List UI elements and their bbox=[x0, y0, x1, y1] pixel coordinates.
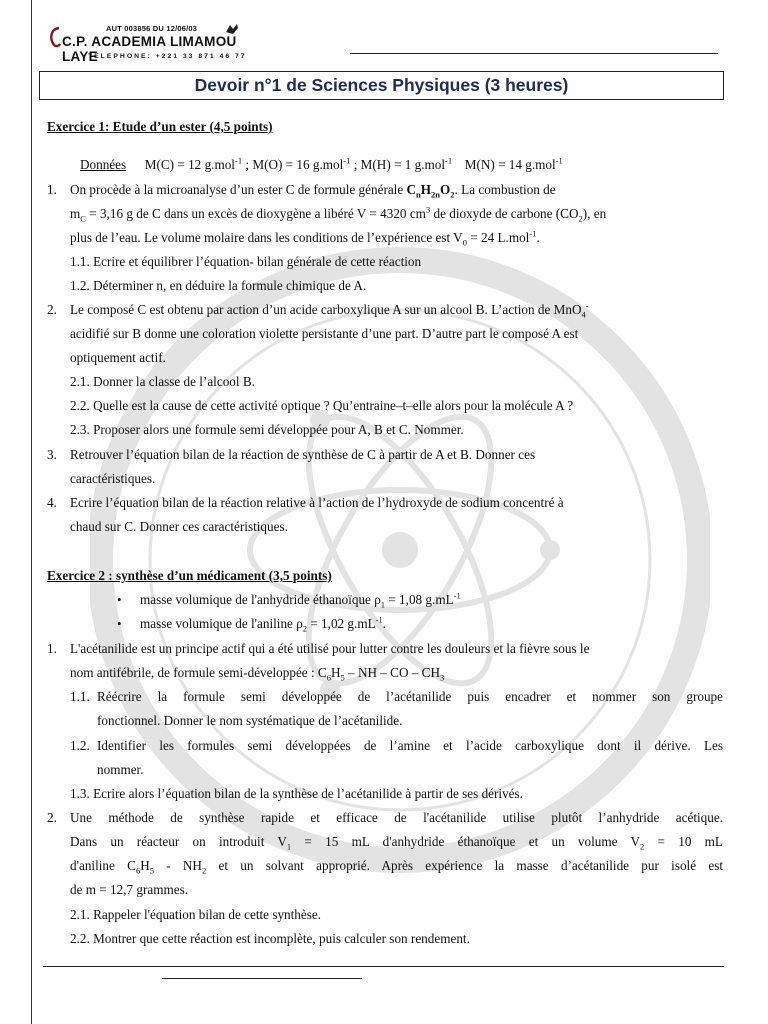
molar-mass-o: M(O) = 16 g.mol bbox=[252, 157, 344, 172]
ex1-q4-line1: Ecrire l’équation bilan de la réaction relative à l’action de l’hydroxyde de sodium concentré à bbox=[70, 495, 564, 510]
logo-phone: TELEPHONE: +221 33 871 46 77 bbox=[88, 53, 247, 60]
ex2-q2-sub1: 2.1. Rappeler l'équation bilan de cette synthèse. bbox=[70, 907, 322, 922]
ex2-q1-sub1-line2: fonctionnel. Donner le nom systématique de l’acétanilide. bbox=[97, 713, 403, 728]
question-number: 1. bbox=[47, 182, 57, 197]
question-number: 3. bbox=[47, 447, 57, 462]
ex2-q2-sub2: 2.2. Montrer que cette réaction est incomplète, puis calculer son rendement. bbox=[70, 931, 470, 946]
ex1-q1-sub2: 1.2. Déterminer n, en déduire la formule chimique de A. bbox=[70, 278, 367, 293]
school-seal-watermark bbox=[90, 120, 710, 980]
ex2-q1-line2: nom antifébrile, de formule semi-développée : $C_6H_5$ – NH – CO – $CH_3$ bbox=[70, 665, 445, 683]
molar-mass-c: M(C) = 12 g.mol bbox=[144, 157, 235, 172]
page-title: Devoir n°1 de Sciences Physiques (3 heures) bbox=[194, 75, 569, 95]
ex2-q2-line3: d'aniline $C_6H_5 - NH_2$ et un solvant approprié. Après expérience la masse d’acétanilide pur isolé est bbox=[70, 858, 723, 876]
subquestion-number: 1.2. bbox=[70, 738, 90, 753]
ex2-q2-line4: de m = 12,7 grammes. bbox=[70, 882, 189, 897]
logo-school-name: C.P. ACADEMIA LIMAMOU LAYE bbox=[62, 34, 237, 64]
ex1-q3-line1: Retrouver l’équation bilan de la réaction de synthèse de C à partir de A et B. Donner ces bbox=[70, 447, 536, 462]
ex1-q2-sub3: 2.3. Proposer alors une formule semi développée pour A, B et C. Nommer. bbox=[70, 422, 464, 437]
bullet-icon: • bbox=[117, 616, 122, 631]
ex1-q1-line3: plus de l’eau. Le volume molaire dans les conditions de l’expérience est $V_0 = 24$ L.mol$^{-1}$. bbox=[70, 228, 540, 248]
ex2-q1-sub1-line1: Réécrire la formule semi développée de l’acétanilide puis encadrer et nommer son groupe bbox=[97, 689, 723, 704]
ex1-q1-line1: On procède à la microanalyse d’un ester C de formule générale $C_nH_{2n}O_2$. La combustion de bbox=[70, 182, 556, 200]
ex2-q2-line2: Dans un réacteur on introduit $V_1 = 15$ mL d'anhydride éthanoïque et un volume $V_2 = 10$ mL bbox=[70, 834, 723, 852]
ex1-q2-sub1: 2.1. Donner la classe de l’alcool B. bbox=[70, 374, 255, 389]
title-box bbox=[39, 71, 724, 100]
ex1-q2-line2: acidifié sur B donne une coloration violette persistante d’une part. D’autre part le composé A est bbox=[70, 326, 579, 341]
molar-mass-n: M(N) = 14 g.mol bbox=[464, 157, 556, 172]
ex1-q2-line3: optiquement actif. bbox=[70, 350, 166, 365]
logo-authorization: AUT 003856 DU 12/06/03 bbox=[106, 24, 198, 33]
ex1-q4-line2: chaud sur C. Donner ces caractéristiques. bbox=[70, 519, 288, 534]
ex1-q2-sub2: 2.2. Quelle est la cause de cette activité optique ? Qu’entraine–t–elle alors pour la molécule A ? bbox=[70, 398, 574, 413]
question-number: 2. bbox=[47, 810, 57, 825]
footer-rule bbox=[43, 966, 724, 967]
header-signature-line bbox=[350, 53, 718, 54]
question-number: 2. bbox=[47, 302, 57, 317]
molar-mass-h: M(H) = 1 g.mol bbox=[360, 157, 446, 172]
ex2-q1-sub3: 1.3. Ecrire alors l’équation bilan de la synthèse de l’acétanilide à partir de ses dérivés. bbox=[70, 786, 523, 801]
ex2-q1-line1: L'acétanilide est un principe actif qui a été utilisé pour lutter contre les douleurs et la fièvre sous le bbox=[70, 641, 590, 656]
given-data-line: Données M(C) = 12 g.mol$^{-1}$ ; M(O) = 16 g.mol$^{-1}$ ; M(H) = 1 g.mol$^{-1}$ M(N) = 14 g.mol$^{-1}$ bbox=[80, 155, 563, 172]
logo-emblem-icon bbox=[48, 26, 62, 48]
ex2-q1-sub2-line1: Identifier les formules semi développées de l’amine et l’acide carboxylique dont il dérive. Les bbox=[97, 738, 723, 753]
ex1-q2-line1: Le composé C est obtenu par action d’un acide carboxylique A sur un alcool B. L’action de MnO$_4$- bbox=[70, 300, 589, 320]
footer-short-rule bbox=[162, 978, 362, 979]
question-number: 1. bbox=[47, 641, 57, 656]
ex1-q1-sub1: 1.1. Ecrire et équilibrer l’équation- bilan générale de cette réaction bbox=[70, 254, 422, 269]
school-logo bbox=[48, 24, 268, 68]
given-data-label: Données bbox=[80, 157, 127, 172]
ex2-density-aniline: masse volumique de l'aniline $\rho_2 = 1,02$ $g.mL^{-1}$. bbox=[140, 614, 387, 634]
ex2-q1-sub2-line2: nommer. bbox=[97, 762, 144, 777]
bullet-icon: • bbox=[117, 592, 122, 607]
ex2-q2-line1: Une méthode de synthèse rapide et efficace de l'acétanilide utilise plutôt l’anhydride acétique. bbox=[70, 810, 723, 825]
ex2-density-anhydride: masse volumique de l'anhydride éthanoïque $\rho_1 = 1,08$ $g.mL^{-1}$ bbox=[140, 590, 461, 610]
exercise-2-heading: Exercice 2 : synthèse d’un médicament (3,5 points) bbox=[47, 568, 332, 583]
exercise-1-heading: Exercice 1: Etude d’un ester (4,5 points) bbox=[47, 119, 273, 134]
subquestion-number: 1.1. bbox=[70, 689, 90, 704]
ex1-q3-line2: caractéristiques. bbox=[70, 471, 156, 486]
ex1-q1-line2: $m_C = 3,16$ g de C dans un excès de dioxygène a libéré V = 4320 $cm^3$ de dioxyde de carbone $(CO_2)$, en bbox=[70, 204, 607, 224]
question-number: 4. bbox=[47, 495, 57, 510]
left-margin-rule bbox=[31, 0, 32, 1024]
